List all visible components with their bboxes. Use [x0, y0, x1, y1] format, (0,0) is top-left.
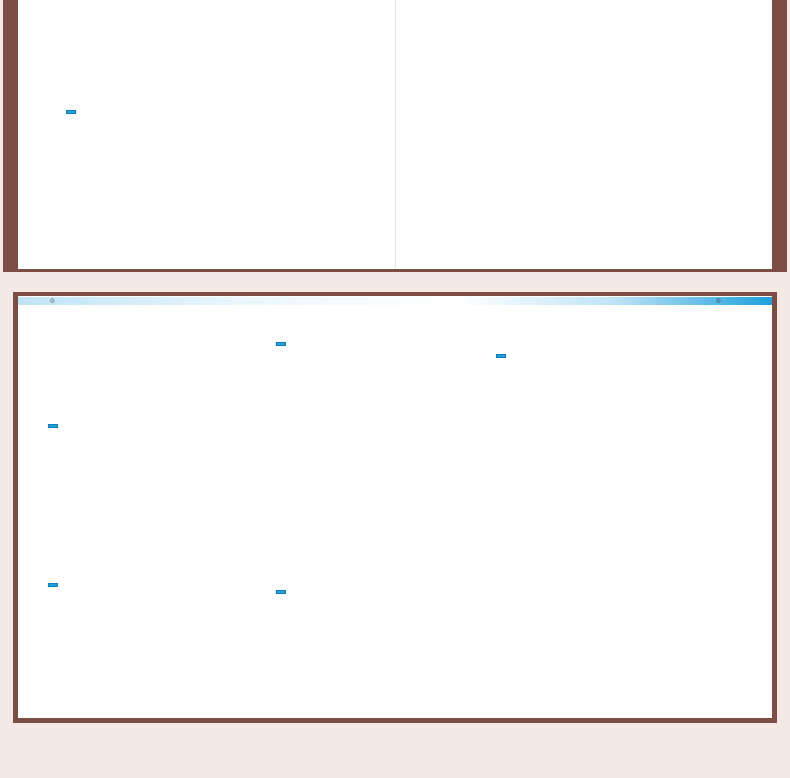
chapter-heading — [66, 110, 81, 114]
running-header-left: ◎ — [50, 298, 55, 304]
running-header-right: ◎ — [716, 298, 721, 304]
chapter-heading — [496, 354, 511, 358]
chapter-heading — [276, 342, 291, 346]
spine — [395, 0, 396, 269]
chapter-badge — [66, 110, 76, 114]
bottom-page-spread — [18, 296, 772, 718]
chapter-badge — [276, 342, 286, 346]
header-bar-left — [18, 297, 455, 305]
header-bar-right — [455, 297, 772, 305]
chapter-badge — [276, 590, 286, 594]
chapter-badge — [48, 424, 58, 428]
chapter-badge — [496, 354, 506, 358]
chapter-heading — [48, 583, 63, 587]
chapter-heading — [276, 590, 291, 594]
chapter-badge — [48, 583, 58, 587]
chapter-heading — [48, 424, 63, 428]
